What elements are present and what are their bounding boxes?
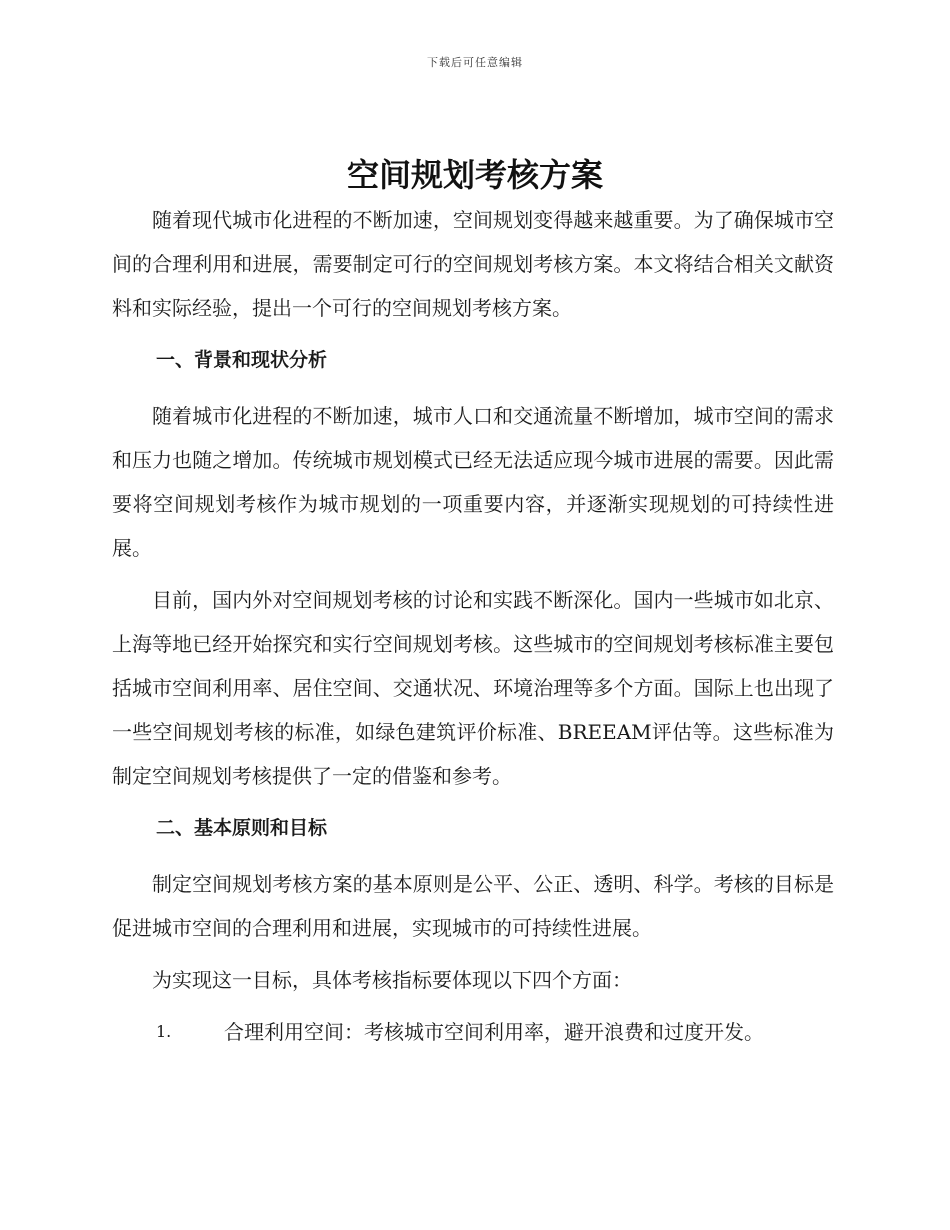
section-paragraph: 制定空间规划考核方案的基本原则是公平、公正、透明、科学。考核的目标是促进城市空间的合理利用和进展，实现城市的可持续性进展。 <box>112 872 834 940</box>
document-title: 空间规划考核方案 <box>346 156 603 194</box>
document-body <box>112 198 834 1054</box>
list-item-text: 合理利用空间：考核城市空间利用率，避开浪费和过度开发。 <box>224 1020 764 1044</box>
list-item-number: 1. <box>156 1022 172 1041</box>
section-paragraph: 目前，国内外对空间规划考核的讨论和实践不断深化。国内一些城市如北京、上海等地已经开始探究和实行空间规划考核。这些城市的空间规划考核标准主要包括城市空间利用率、居住空间、交通状况、环境治理等多个方面。国际上也出现了一些空间规划考核的标准，如绿色建筑评价标准、BREEAM评估等。这些标准为制定空间规划考核提供了一定的借鉴和参考。 <box>112 588 834 788</box>
section-heading-principles: 二、基本原则和目标 <box>156 817 328 839</box>
section-paragraph: 为实现这一目标，具体考核指标要体现以下四个方面： <box>152 968 632 992</box>
section-paragraph: 随着城市化进程的不断加速，城市人口和交通流量不断增加，城市空间的需求和压力也随之增加。传统城市规划模式已经无法适应现今城市进展的需要。因此需要将空间规划考核作为城市规划的一项重要内容，并逐渐实现规划的可持续性进展。 <box>112 404 834 560</box>
list-item <box>112 1010 834 1054</box>
intro-paragraph: 随着现代城市化进程的不断加速，空间规划变得越来越重要。为了确保城市空间的合理利用和进展，需要制定可行的空间规划考核方案。本文将结合相关文献资料和实际经验，提出一个可行的空间规划考核方案。 <box>112 208 834 320</box>
section-heading-background: 一、背景和现状分析 <box>156 349 328 371</box>
header-note: 下载后可任意编辑 <box>427 56 523 69</box>
